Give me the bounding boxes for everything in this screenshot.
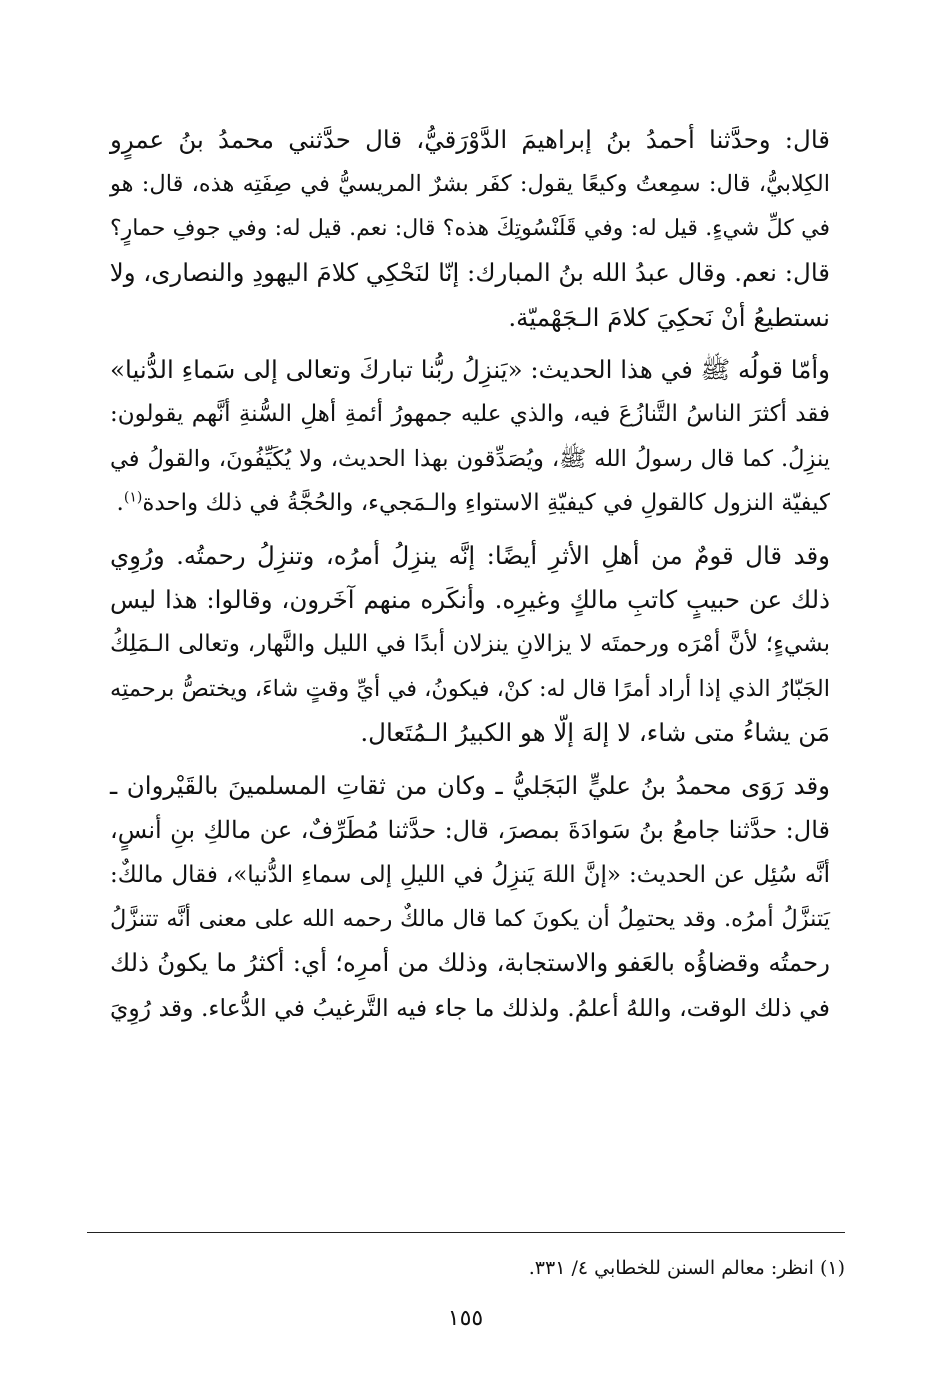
text-line: الجَبّارُ الذي إذا أراد أمرًا قال له: كنْ، فيكونُ، في أيِّ وقتٍ شاءَ، ويختصُّ برحمتِه [110,675,830,702]
text-line: رحمتُه وقضاؤُه بالعَفو والاستجابة، وذلك من أمرِه؛ أي: أكثرُ ما يكونُ ذلك [110,948,830,978]
text-line: في ذلك الوقت، واللهُ أعلمُ. ولذلك ما جاء فيه التَّرغيبُ في الدُّعاء. وقد رُوِيَ [110,993,830,1022]
text-line: وقد قال قومٌ من أهلِ الأثرِ أيضًا: إنَّه ينزِلُ أمرُه، وتنزِلُ رحمتُه. ورُوِي [110,540,830,570]
text-line: مَن يشاءُ متى شاء، لا إلهَ إلّا هو الكبيرُ الـمُتَعال. [360,718,830,748]
text-line: فقد أكثرَ الناسُ التَّنازُعَ فيه، والذي عليه جمهورُ أئمةِ أهلِ السُّنةِ أنَّهم يقولون: [110,401,830,428]
text-line [110,481,830,525]
footnote: (١) انظر: معالم السنن للخطابي ٤/ ٣٣١. [528,1257,845,1279]
paragraph-2 [110,348,830,526]
text-line: ينزِلُ. كما قال رسولُ الله ﷺ، ويُصَدِّقون بهذا الحديث، ولا يُكَيِّفُونَ، والقولُ في [110,445,830,472]
text-line: بشيءٍ؛ لأنَّ أمْرَه ورحمتَه لا يزالانِ ينزلان أبدًا في الليل والنَّهار، وتعالى الـمَلِكُ [110,631,830,658]
text-line: ذلك عن حبيبٍ كاتبِ مالكٍ وغيرِه. وأنكَره منهم آخَرون، وقالوا: هذا ليس [110,585,830,615]
text-line: قال: حدَّثنا جامعُ بنُ سَوادَةَ بمصرَ، قال: حدَّثنا مُطَرِّفٌ، عن مالكِ بنِ أنسٍ، [110,816,830,845]
paragraph-4 [110,764,830,1030]
text-line: قال: وحدَّثنا أحمدُ بنُ إبراهيمَ الدَّوْرَقيُّ، قال حدَّثني محمدُ بنُ عمرٍو [110,125,830,154]
paragraph-1 [110,118,830,340]
text-line: نستطيعُ أنْ نَحكِيَ كلامَ الـجَهْميّة. [508,302,830,332]
footnote-divider [87,1232,845,1233]
text-line: يَتنزَّلُ أمرُه. وقد يحتمِلُ أن يكونَ كما قال مالكٌ رحمه الله على معنى أنَّه تتنزَّلُ [110,905,830,932]
text-line: وقد رَوَى محمدُ بنُ عليٍّ البَجَليُّ ـ وكان من ثقاتِ المسلمينَ بالقَيْروان ـ [110,770,830,800]
text-line: وأمّا قولُه ﷺ في هذا الحديث: «يَنزِلُ ربُّنا تباركَ وتعالى إلى سَماءِ الدُّنيا» [110,355,830,385]
text-line: في كلِّ شيءٍ. قيل له: وفي قَلَنْسُوتِكَ هذه؟ قال: نعم. قيل له: وفي جوفِ حمارٍ؟ [110,215,830,241]
sentence-end: . [116,490,124,517]
main-text [110,118,830,1038]
page-number: ١٥٥ [447,1306,484,1331]
text-line: أنَّه سُئِل عن الحديث: «إنَّ اللهَ يَنزِلُ في الليلِ إلى سماءِ الدُّنيا»، فقال مالكٌ: [110,861,830,888]
text-line: قال: نعم. وقال عبدُ الله بنُ المبارك: إنّا لنَحْكِي كلامَ اليهودِ والنصارى، ولا [109,258,830,288]
text-line-body: كيفيّة النزول كالقولِ في كيفيّةِ الاستواءِ والـمَجيء، والحُجَّةُ في ذلك واحدة [142,490,830,517]
footnote-reference: (١) [123,489,143,506]
paragraph-3 [110,534,830,756]
text-line: الكِلابيُّ، قال: سمِعتُ وكيعًا يقول: كفَر بشرٌ المريسيُّ في صِفَتِه هذه، قال: هو [110,171,830,198]
